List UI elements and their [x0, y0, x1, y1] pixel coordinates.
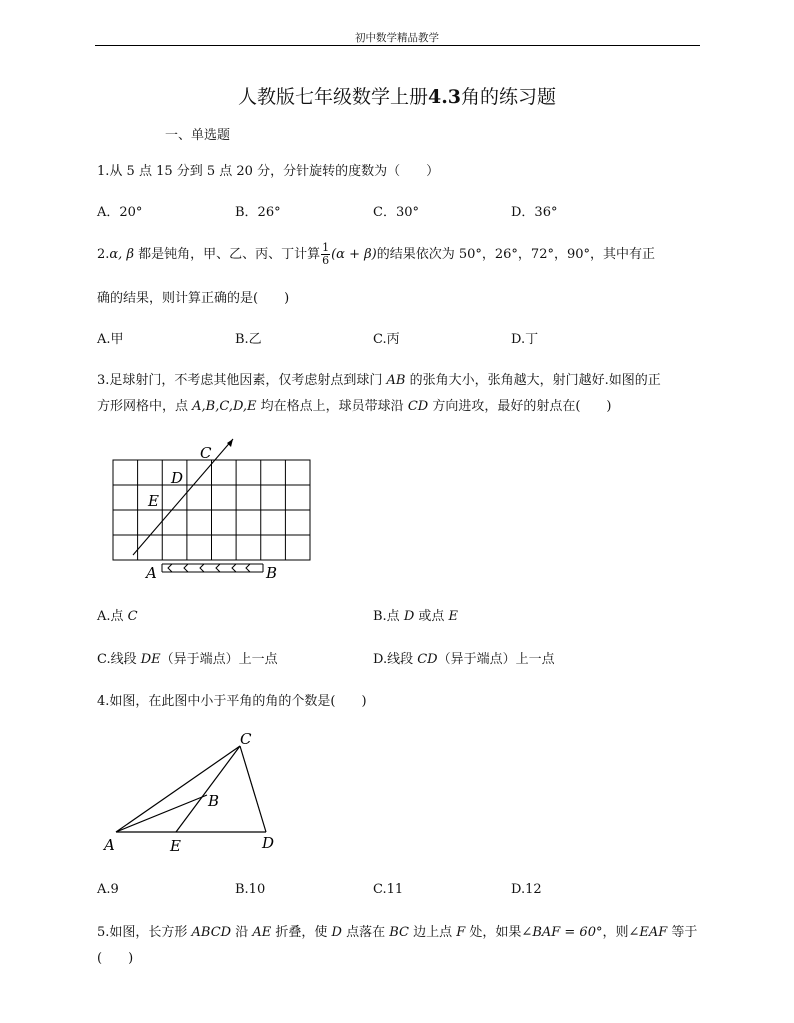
- q5-angle-eaf: ∠EAF: [628, 925, 668, 940]
- q4-triangle-figure: [100, 728, 290, 858]
- q2-number: 2.: [97, 247, 110, 262]
- page-title: [0, 82, 794, 109]
- q3-option-d: [373, 648, 555, 667]
- arrow-head-icon: [227, 439, 233, 447]
- q3-var-points: A,B,C,D,E: [192, 399, 257, 414]
- q3-option-d-prefix: D.线段: [373, 652, 418, 667]
- q3-var-cd: CD: [407, 399, 429, 414]
- question-3-line-1: [97, 369, 661, 388]
- q3-grid-figure: [100, 438, 330, 584]
- q4-option-d: D.12: [511, 882, 542, 897]
- section-heading: 一、单选题: [165, 128, 231, 143]
- label-b: B: [266, 564, 278, 582]
- q5-text-i: 等于: [667, 925, 698, 940]
- title-suffix: 角的练习题: [461, 86, 557, 108]
- q2-text-1: 都是钝角，甲、乙、丙、丁计算: [133, 247, 321, 262]
- q3-option-d-suffix: （异于端点）上一点: [437, 652, 555, 667]
- label-b: B: [208, 792, 220, 810]
- q3-text-1a: 3.足球射门，不考虑其他因素，仅考虑射点到球门: [97, 373, 387, 388]
- q4-option-b: B.10: [235, 882, 266, 897]
- q3-option-b: [373, 605, 458, 624]
- question-3-line-2: [97, 395, 611, 414]
- q5-var-abcd: ABCD: [191, 925, 232, 940]
- label-d: D: [262, 834, 275, 852]
- q5-text-e: 点落在: [341, 925, 390, 940]
- q2-text-2: 的结果依次为 50°，26°，72°，90°，其中有正: [376, 247, 656, 262]
- q5-text-a: 5.如图，长方形: [97, 925, 192, 940]
- q2-option-d: D.丁: [511, 332, 539, 347]
- q3-option-c: [97, 648, 278, 667]
- header-divider: [95, 45, 700, 46]
- q3-text-2a: 方形网格中，点: [97, 399, 193, 414]
- question-4-text: 4.如图，在此图中小于平角的角的个数是( ): [97, 694, 367, 709]
- question-2-line-2: 确的结果，则计算正确的是( ): [97, 291, 290, 306]
- grid-lines: [113, 460, 310, 560]
- q5-text-h: ，则: [602, 925, 629, 940]
- q2-expression: (α + β): [331, 247, 377, 262]
- q5-text-f: 边上点: [408, 925, 457, 940]
- q5-var-f: F: [456, 925, 466, 940]
- q3-option-b-mid: 或点: [414, 609, 449, 624]
- label-e: E: [148, 492, 159, 510]
- q3-option-c-prefix: C.线段: [97, 652, 141, 667]
- q1-option-a: A．20°: [97, 205, 143, 220]
- q2-option-b: B.乙: [235, 332, 262, 347]
- q2-option-c: C.丙: [373, 332, 400, 347]
- q3-option-a: [97, 605, 138, 624]
- q2-fraction: [321, 242, 330, 267]
- label-a: A: [146, 564, 157, 582]
- title-prefix: 人教版七年级数学上册: [237, 86, 428, 108]
- q1-option-b: B．26°: [235, 205, 281, 220]
- q1-option-c: C．30°: [373, 205, 419, 220]
- goal-ab: [162, 564, 263, 572]
- q5-var-bc: BC: [389, 925, 409, 940]
- q3-option-c-suffix: （异于端点）上一点: [160, 652, 278, 667]
- q5-angle-baf: ∠BAF = 60°: [521, 925, 603, 940]
- label-d: D: [171, 469, 184, 487]
- q3-option-c-var: DE: [140, 652, 161, 667]
- q3-option-b-var2: E: [448, 609, 459, 624]
- q3-option-d-var: CD: [417, 652, 438, 667]
- label-c: C: [240, 730, 252, 748]
- q3-var-ab: AB: [386, 373, 406, 388]
- label-a: A: [104, 836, 115, 854]
- question-5-line-1: [97, 921, 697, 940]
- q2-option-a: A.甲: [97, 332, 124, 347]
- q2-fraction-denominator: 6: [322, 254, 330, 267]
- q1-option-d: D．36°: [511, 205, 558, 220]
- title-section-number: 4.3: [427, 86, 462, 108]
- q5-text-c: 折叠，使: [271, 925, 332, 940]
- q5-text-g: 处，如果: [465, 925, 522, 940]
- question-5-line-2: ( ): [97, 951, 134, 966]
- label-c: C: [200, 444, 212, 462]
- question-1-text: 1.从 5 点 15 分到 5 点 20 分，分针旋转的度数为（ ）: [97, 164, 440, 179]
- q5-var-ae: AE: [252, 925, 272, 940]
- q3-option-b-prefix: B.点: [373, 609, 404, 624]
- q5-var-d: D: [331, 925, 342, 940]
- q5-text-b: 沿: [231, 925, 253, 940]
- q4-option-a: A.9: [97, 882, 119, 897]
- q3-option-b-var: D: [403, 609, 415, 624]
- q3-text-2b: 均在格点上，球员带球沿: [256, 399, 408, 414]
- triangle-lines: [116, 746, 266, 832]
- question-2-line-1: [97, 242, 655, 267]
- q3-text-1b: 的张角大小，张角越大，射门越好.如图的正: [405, 373, 661, 388]
- q2-fraction-numerator: 1: [322, 241, 330, 254]
- q3-text-2c: 方向进攻，最好的射点在( ): [428, 399, 612, 414]
- label-e: E: [170, 837, 181, 855]
- page-header: 初中数学精品教学: [355, 32, 439, 44]
- q3-option-a-var: C: [127, 609, 138, 624]
- q4-option-c: C.11: [373, 882, 404, 897]
- q3-option-a-prefix: A.点: [97, 609, 128, 624]
- q2-vars: α, β: [109, 247, 134, 262]
